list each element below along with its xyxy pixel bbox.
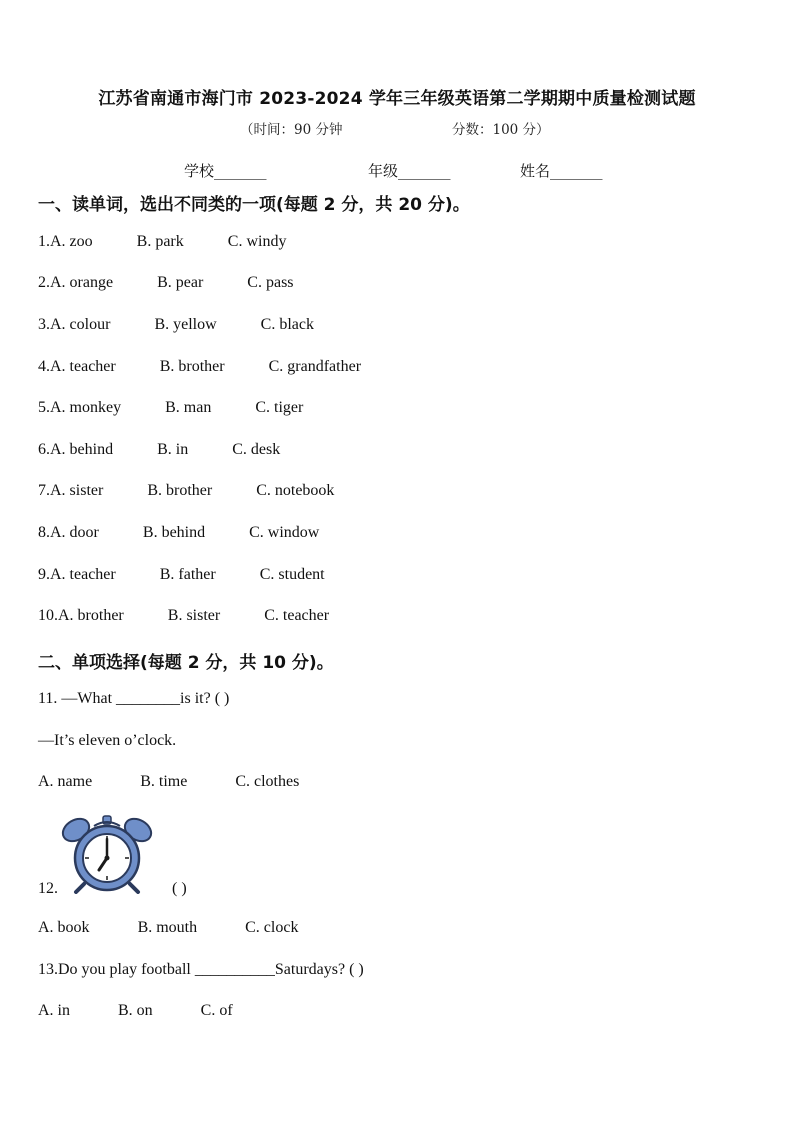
option-b: B. brother bbox=[159, 358, 225, 375]
option-c: C. grandfather bbox=[268, 358, 362, 375]
q12-option-b: B. mouth bbox=[137, 919, 198, 936]
option-c: C. pass bbox=[247, 274, 294, 291]
option-c: C. black bbox=[260, 316, 314, 333]
q13-option-c: C. of bbox=[200, 1002, 233, 1019]
question-row bbox=[38, 316, 314, 334]
option-c: C. windy bbox=[227, 233, 287, 250]
option-c: C. student bbox=[259, 566, 325, 583]
option-b: B. yellow bbox=[154, 316, 217, 333]
question-number: 5. bbox=[38, 399, 50, 416]
option-a: A. brother bbox=[58, 607, 124, 624]
option-c: C. tiger bbox=[255, 399, 304, 416]
option-b: B. sister bbox=[167, 607, 221, 624]
q11-option-c: C. clothes bbox=[235, 773, 300, 790]
option-a: A. door bbox=[50, 524, 99, 541]
option-c: C. teacher bbox=[264, 607, 330, 624]
question-row bbox=[38, 358, 361, 376]
question-number: 1. bbox=[38, 233, 50, 250]
q11-question: 11. —What ________is it? ( ) bbox=[38, 690, 230, 707]
q12-option-a: A. book bbox=[38, 919, 90, 936]
q11-answer: —It’s eleven o’clock. bbox=[38, 732, 177, 749]
question-row bbox=[38, 566, 325, 584]
question-row bbox=[38, 274, 294, 292]
option-a: A. orange bbox=[50, 274, 114, 291]
question-number: 7. bbox=[38, 482, 50, 499]
option-b: B. brother bbox=[147, 482, 213, 499]
q12-options bbox=[38, 919, 298, 937]
option-b: B. in bbox=[157, 441, 189, 458]
q13-option-a: A. in bbox=[38, 1002, 70, 1019]
q13-option-b: B. on bbox=[118, 1002, 153, 1019]
question-number: 4. bbox=[38, 358, 50, 375]
question-number: 8. bbox=[38, 524, 50, 541]
page-title: 江苏省南通市海门市 2023-2024 学年三年级英语第二学期期中质量检测试题 bbox=[98, 89, 696, 109]
q12-number: 12. bbox=[38, 880, 58, 897]
option-a: A. zoo bbox=[50, 233, 93, 250]
q12-blank: ( ) bbox=[172, 880, 187, 897]
question-row bbox=[38, 399, 303, 417]
question-number: 10. bbox=[38, 607, 58, 624]
q13-options bbox=[38, 1002, 233, 1020]
option-b: B. father bbox=[159, 566, 216, 583]
option-a: A. teacher bbox=[50, 358, 116, 375]
question-number: 2. bbox=[38, 274, 50, 291]
school-field: 学校_______ bbox=[184, 162, 267, 180]
option-a: A. colour bbox=[50, 316, 111, 333]
question-number: 9. bbox=[38, 566, 50, 583]
q11-option-b: B. time bbox=[140, 773, 188, 790]
name-field: 姓名_______ bbox=[520, 162, 603, 180]
option-c: C. notebook bbox=[256, 482, 335, 499]
q13-question: 13.Do you play football __________Saturdays? ( ) bbox=[38, 961, 364, 978]
question-row bbox=[38, 524, 319, 542]
question-row bbox=[38, 441, 280, 459]
question-number: 6. bbox=[38, 441, 50, 458]
option-b: B. park bbox=[136, 233, 184, 250]
section2-heading: 二、单项选择(每题 2 分，共 10 分)。 bbox=[38, 653, 334, 673]
option-a: A. behind bbox=[50, 441, 114, 458]
alarm-clock-icon bbox=[58, 812, 168, 898]
section1-heading: 一、读单词，选出不同类的一项(每题 2 分，共 20 分)。 bbox=[38, 195, 470, 215]
option-a: A. teacher bbox=[50, 566, 116, 583]
exam-time: （时间：90 分钟 bbox=[240, 122, 343, 138]
q11-option-a: A. name bbox=[38, 773, 93, 790]
q12-option-c: C. clock bbox=[245, 919, 299, 936]
option-c: C. desk bbox=[232, 441, 281, 458]
question-row bbox=[38, 607, 329, 625]
grade-field: 年级_______ bbox=[368, 162, 451, 180]
question-row bbox=[38, 233, 286, 251]
option-a: A. sister bbox=[50, 482, 104, 499]
option-b: B. man bbox=[165, 399, 212, 416]
exam-score: 分数：100 分） bbox=[452, 122, 550, 138]
q11-options bbox=[38, 773, 299, 791]
option-c: C. window bbox=[249, 524, 320, 541]
option-b: B. behind bbox=[142, 524, 206, 541]
option-b: B. pear bbox=[157, 274, 204, 291]
option-a: A. monkey bbox=[50, 399, 122, 416]
question-number: 3. bbox=[38, 316, 50, 333]
question-row bbox=[38, 482, 334, 500]
